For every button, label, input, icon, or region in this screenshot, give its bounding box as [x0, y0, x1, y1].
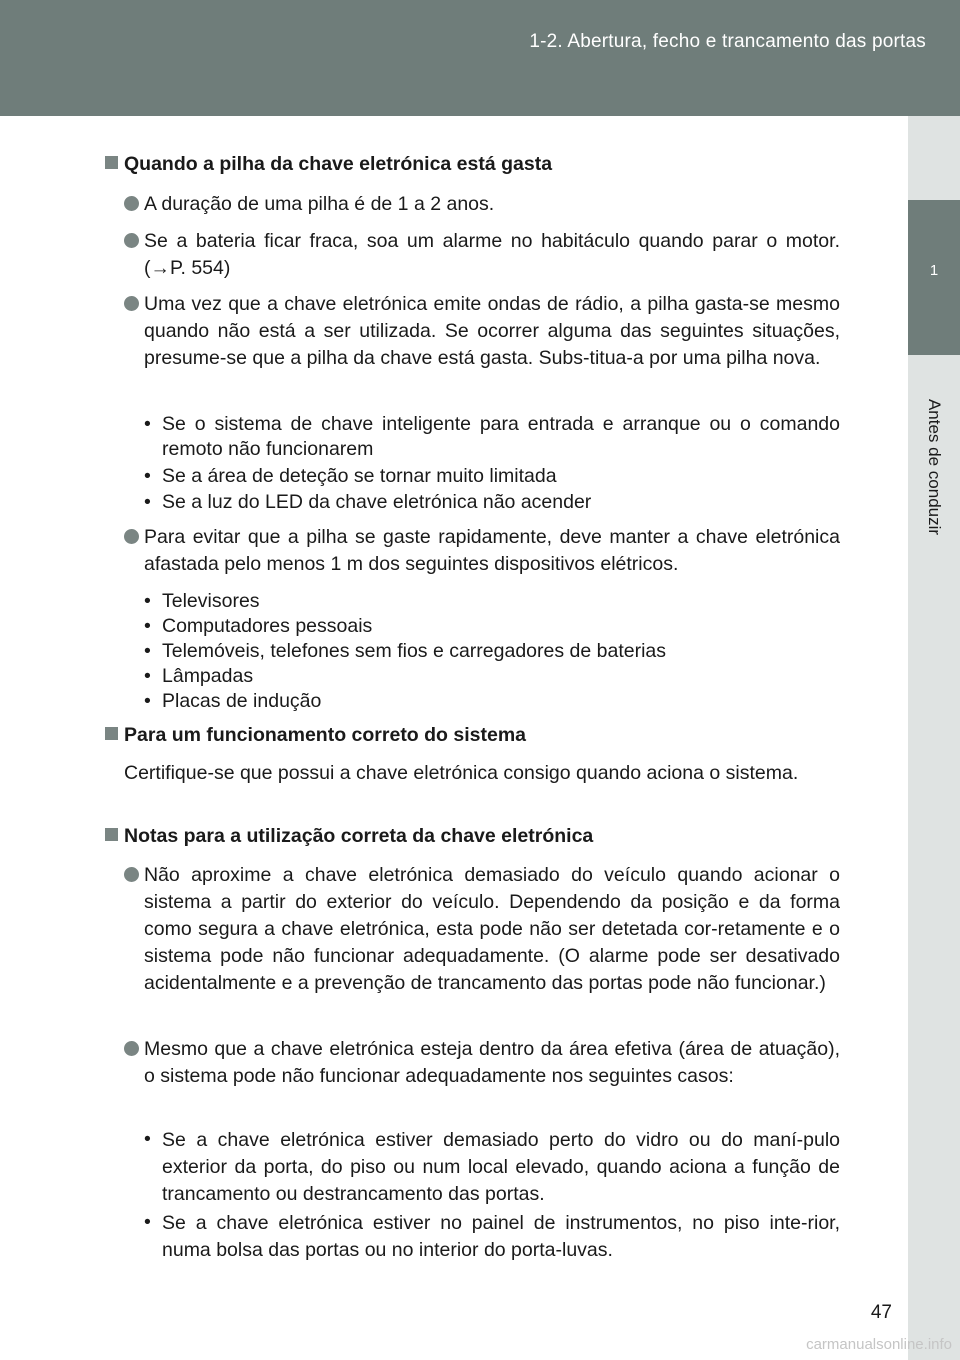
sub-list-item	[144, 412, 840, 462]
section-heading-usage-notes	[105, 825, 593, 848]
sub-list-item	[144, 490, 840, 515]
square-bullet-icon	[105, 727, 118, 740]
list-item	[124, 228, 840, 282]
section-heading-text: Para um funcionamento correto do sistema	[124, 724, 527, 746]
circle-bullet-icon	[124, 1041, 139, 1056]
paragraph: Se a bateria ficar fraca, soa um alarme no habitáculo quando parar o motor. (→P. 554)	[144, 230, 840, 279]
watermark: carmanualsonline.info	[806, 1336, 952, 1353]
circle-bullet-icon	[124, 296, 139, 311]
sub-list-text: Computadores pessoais	[162, 615, 373, 637]
sub-list-text: Lâmpadas	[162, 665, 254, 687]
bullet-icon: •	[144, 690, 151, 712]
sub-list-text: Telemóveis, telefones sem fios e carregadores de baterias	[162, 640, 667, 662]
list-item	[124, 1036, 840, 1090]
circle-bullet-icon	[124, 529, 139, 544]
bullet-icon: •	[144, 413, 151, 435]
sub-list-text: Se a chave eletrónica estiver no painel de instrumentos, no piso inte-rior, numa bolsa das portas ou no interior do porta-luvas.	[162, 1212, 840, 1261]
bullet-icon: •	[144, 491, 151, 513]
chapter-tab-label: Antes de conduzir	[925, 398, 944, 536]
list-item	[124, 191, 840, 218]
chapter-tab-number: 1	[929, 262, 939, 279]
sub-list-item	[144, 1210, 840, 1264]
sub-list-text: Se a chave eletrónica estiver demasiado perto do vidro ou do maní-pulo exterior da porta, do piso ou num local elevado, quando aciona a função de trancamento ou destrancamento das portas.	[162, 1129, 840, 1205]
bullet-icon: •	[144, 640, 151, 662]
circle-bullet-icon	[124, 196, 139, 211]
paragraph: Certifique-se que possui a chave eletrónica consigo quando aciona o sistema.	[124, 762, 799, 784]
paragraph: Uma vez que a chave eletrónica emite ondas de rádio, a pilha gasta-se mesmo quando não está a ser utilizada. Se ocorrer alguma das seguintes situações, presume-se que a pilha da chave está gasta. Subs-titua-a por uma pilha nova.	[144, 293, 840, 369]
sub-list-item	[144, 589, 840, 614]
list-item	[124, 862, 840, 997]
paragraph: Não aproxime a chave eletrónica demasiado do veículo quando acionar o sistema a partir do exterior do veículo. Dependendo da posição e da forma como segura a chave eletrónica, esta pode não ser detetada cor-retamente e o sistema pode não funcionar adequadamente. (O alarme pode ser desativado acidentalmente e a prevenção de trancamento das portas pode não funcionar.)	[144, 864, 840, 994]
sub-list-text: Televisores	[162, 590, 260, 612]
bullet-icon: •	[144, 665, 151, 687]
circle-bullet-icon	[124, 867, 139, 882]
section-heading-text: Quando a pilha da chave eletrónica está gasta	[124, 153, 553, 175]
square-bullet-icon	[105, 828, 118, 841]
list-item	[124, 524, 840, 578]
sub-list-item	[144, 464, 840, 489]
section-heading-correct-operation	[105, 724, 526, 747]
sub-list-text: Se o sistema de chave inteligente para entrada e arranque ou o comando remoto não funcionarem	[162, 413, 840, 460]
bullet-icon: •	[144, 590, 151, 612]
sub-list-text: Se a luz do LED da chave eletrónica não acender	[162, 491, 592, 513]
sub-list-item	[144, 614, 840, 639]
square-bullet-icon	[105, 156, 118, 169]
page-number: 47	[870, 1302, 892, 1323]
bullet-icon: •	[144, 465, 151, 487]
sub-list-item	[144, 1127, 840, 1208]
sub-list-text: Se a área de deteção se tornar muito limitada	[162, 465, 557, 487]
sub-list-item	[144, 664, 840, 689]
paragraph: Mesmo que a chave eletrónica esteja dentro da área efetiva (área de atuação), o sistema pode não funcionar adequadamente nos seguintes casos:	[144, 1038, 840, 1087]
section-heading-text: Notas para a utilização correta da chave eletrónica	[124, 825, 594, 847]
bullet-icon: •	[144, 1128, 151, 1150]
sub-list-text: Placas de indução	[162, 690, 322, 712]
sub-list-item	[144, 689, 840, 714]
circle-bullet-icon	[124, 233, 139, 248]
paragraph: Para evitar que a pilha se gaste rapidamente, deve manter a chave eletrónica afastada pelo menos 1 m dos seguintes dispositivos elétricos.	[144, 526, 840, 575]
bullet-icon: •	[144, 615, 151, 637]
list-item	[124, 291, 840, 372]
bullet-icon: •	[144, 1211, 151, 1233]
section-heading-battery	[105, 153, 552, 176]
chapter-title: 1-2. Abertura, fecho e trancamento das portas	[529, 31, 926, 52]
sub-list-item	[144, 639, 840, 664]
paragraph: A duração de uma pilha é de 1 a 2 anos.	[144, 193, 495, 215]
